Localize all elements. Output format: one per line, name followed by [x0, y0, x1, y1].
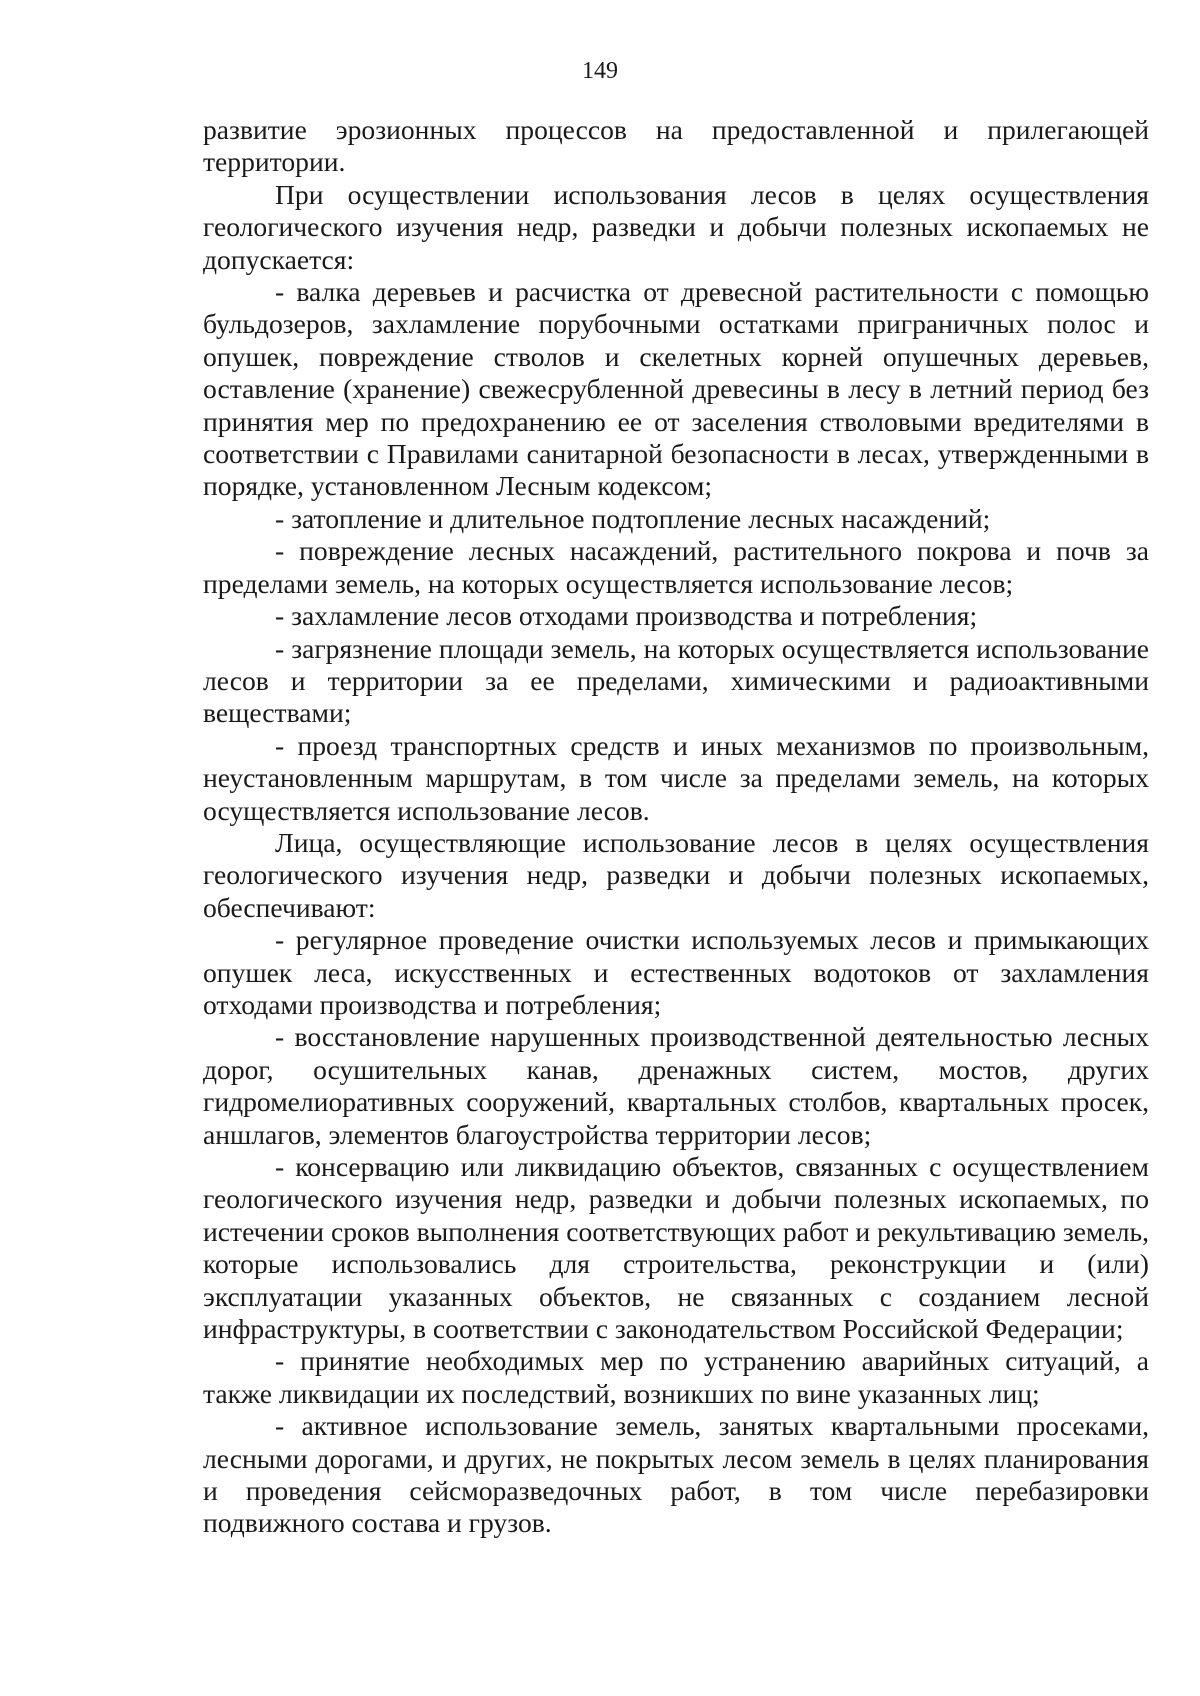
list-item: - активное использование земель, занятых квартальными просеками, лесными дорогами, и других, не покрытых лесом земель в целях планирования и проведения сейсморазведочных работ, в том числе перебазировки подвижного состава и грузов. — [203, 1410, 1149, 1539]
document-body — [203, 114, 1149, 1540]
paragraph-continuation: развитие эрозионных процессов на предоставленной и прилегающей территории. — [203, 114, 1149, 178]
paragraph-obligations-intro: Лица, осуществляющие использование лесов в целях осуществления геологического изучения недр, разведки и добычи полезных ископаемых, обеспечивают: — [203, 826, 1149, 923]
list-item: - консервацию или ликвидацию объектов, связанных с осуществлением геологического изучения недр, разведки и добычи полезных ископаемых, по истечении сроков выполнения соответствующих работ и рекультивацию земель, которые использовались для строительства, реконструкции и (или) эксплуатации указанных объектов, не связанных с созданием лесной инфраструктуры, в соответствии с законодательством Российской Федерации; — [203, 1151, 1149, 1345]
list-item: - проезд транспортных средств и иных механизмов по произвольным, неустановленным маршрутам, в том числе за пределами земель, на которых осуществляется использование лесов. — [203, 729, 1149, 826]
list-item: - регулярное проведение очистки используемых лесов и примыкающих опушек леса, искусственных и естественных водотоков от захламления отходами производства и потребления; — [203, 924, 1149, 1020]
list-item: - загрязнение площади земель, на которых осуществляется использование лесов и территории за ее пределами, химическими и радиоактивными веществами; — [203, 632, 1149, 729]
list-item: - принятие необходимых мер по устранению аварийных ситуаций, а также ликвидации их последствий, возникших по вине указанных лиц; — [203, 1345, 1149, 1409]
list-item: - захламление лесов отходами производства и потребления; — [275, 600, 978, 632]
list-item: - затопление и длительное подтопление лесных насаждений; — [275, 502, 991, 534]
paragraph-restrictions-intro: При осуществлении использования лесов в целях осуществления геологического изучения недр, разведки и добычи полезных ископаемых не допускается: — [203, 178, 1149, 275]
list-item: - восстановление нарушенных производственной деятельностью лесных дорог, осушительных канав, дренажных систем, мостов, других гидромелиоративных сооружений, квартальных столбов, квартальных просек, аншлагов, элементов благоустройства территории лесов; — [203, 1021, 1149, 1150]
list-item: - повреждение лесных насаждений, растительного покрова и почв за пределами земель, на которых осуществляется использование лесов; — [203, 535, 1149, 599]
page-number: 149 — [582, 58, 618, 84]
list-item: - валка деревьев и расчистка от древесной растительности с помощью бульдозеров, захламление порубочными остатками приграничных полос и опушек, повреждение стволов и скелетных корней опушечных деревьев, оставление (хранение) свежесрубленной древесины в лесу в летний период без принятия мер по предохранению ее от заселения стволовыми вредителями в соответствии с Правилами санитарной безопасности в лесах, утвержденными в порядке, установленном Лесным кодексом; — [203, 276, 1149, 502]
